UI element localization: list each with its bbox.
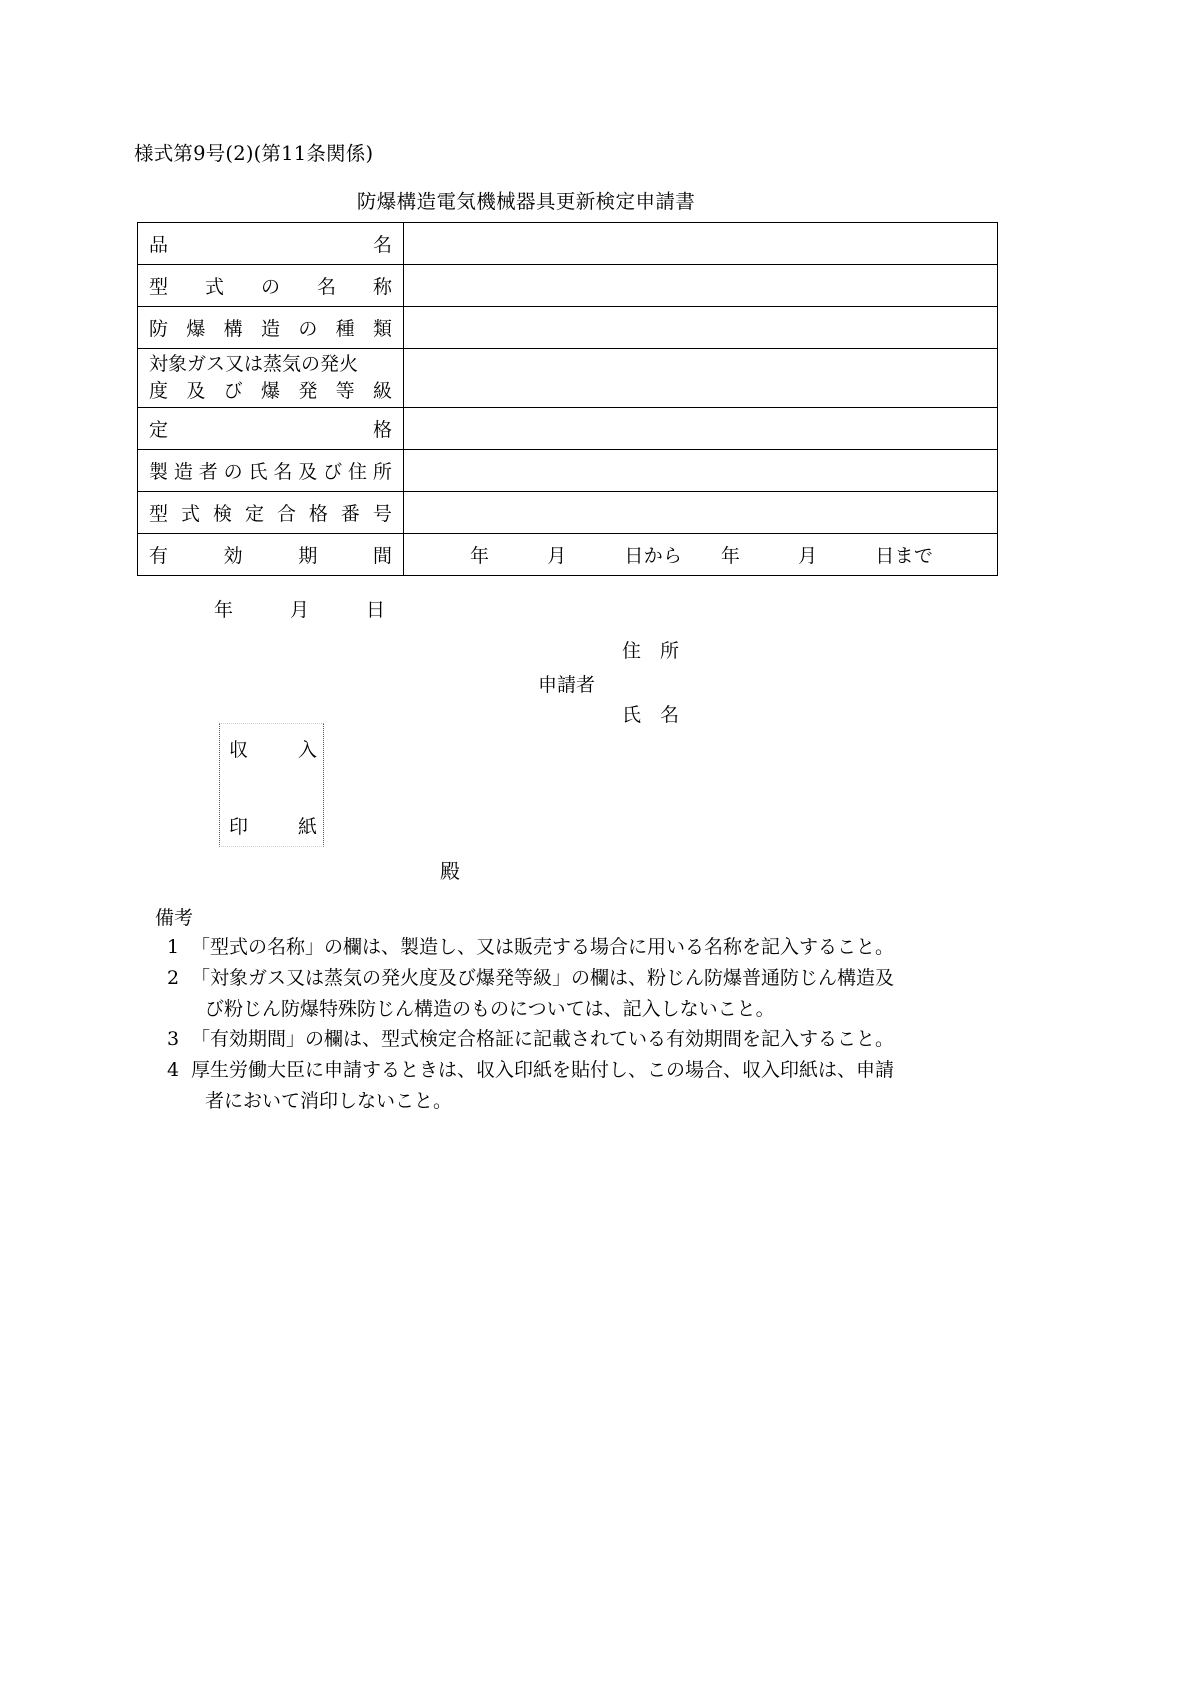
form-code: 様式第9号(2)(第11条関係) — [134, 142, 374, 165]
remark-number: 3 — [166, 1028, 180, 1051]
label-char: 類 — [372, 318, 392, 340]
row-value-rating[interactable] — [404, 408, 998, 450]
label-char: 名 — [316, 276, 336, 298]
label-char: の — [260, 276, 280, 298]
revenue-stamp-bottom-label — [229, 812, 317, 839]
label-char: 号 — [372, 503, 392, 525]
table-row — [138, 307, 998, 349]
label-char: 及 — [186, 380, 206, 402]
label-text-spread — [149, 457, 392, 484]
label-char: 番 — [340, 503, 360, 525]
addressee-honorific: 殿 — [440, 859, 460, 883]
row-label-rating — [138, 408, 404, 450]
remark-number: 2 — [166, 966, 180, 989]
label-text-spread — [149, 499, 392, 526]
label-char: 製 — [149, 461, 169, 483]
label-char: 造 — [260, 318, 280, 340]
label-char: 検 — [212, 503, 232, 525]
table-row — [138, 349, 998, 408]
row-label-valid-period — [138, 534, 404, 576]
label-char: 防 — [149, 318, 169, 340]
list-item — [155, 1024, 1155, 1055]
applicant-address-label: 住 所 — [622, 640, 680, 662]
label-text-spread — [149, 272, 392, 299]
row-label-gas-ignition-class — [138, 349, 404, 408]
label-char: 型 — [149, 503, 169, 525]
list-item — [155, 963, 1155, 1025]
label-char: 印 — [229, 816, 249, 838]
label-char: 期 — [298, 545, 318, 567]
row-value-model-name[interactable] — [404, 265, 998, 307]
label-char: の — [298, 318, 318, 340]
application-table — [137, 222, 998, 576]
label-char: 定 — [149, 419, 169, 441]
row-value-valid-period[interactable] — [404, 534, 998, 576]
remarks-list — [155, 932, 1155, 1117]
table-row — [138, 223, 998, 265]
label-char: 種 — [335, 318, 355, 340]
label-text-spread — [149, 541, 392, 568]
remark-text: 「型式の名称」の欄は、製造し、又は販売する場合に用いる名称を記入すること。 — [191, 936, 895, 958]
revenue-stamp-box — [219, 723, 324, 847]
table-row — [138, 408, 998, 450]
table-row — [138, 534, 998, 576]
label-char: 発 — [298, 380, 318, 402]
label-char: 格 — [308, 503, 328, 525]
row-value-explosion-proof-type[interactable] — [404, 307, 998, 349]
label-char: 造 — [173, 461, 193, 483]
label-char: 住 — [348, 461, 368, 483]
label-char: 間 — [372, 545, 392, 567]
label-char: 級 — [372, 380, 392, 402]
label-char: 爆 — [186, 318, 206, 340]
label-text-spread — [149, 415, 392, 442]
label-char: 名 — [372, 234, 392, 256]
table-row — [138, 492, 998, 534]
list-item — [155, 1055, 1155, 1117]
row-label-explosion-proof-type — [138, 307, 404, 349]
row-label-manufacturer — [138, 450, 404, 492]
label-char: 式 — [204, 276, 224, 298]
label-char: 名 — [273, 461, 293, 483]
label-char: 氏 — [248, 461, 268, 483]
label-char: 効 — [223, 545, 243, 567]
row-label-certificate-number — [138, 492, 404, 534]
remark-text: 厚生労働大臣に申請するときは、収入印紙を貼付し、この場合、収入印紙は、申請 — [191, 1059, 895, 1082]
table-row — [138, 450, 998, 492]
remark-text: 「対象ガス又は蒸気の発火度及び爆発等級」の欄は、粉じん防爆普通防じん構造及 — [191, 966, 895, 989]
valid-period-placeholder: 年 月 日から 年 月 日まで — [470, 545, 934, 567]
remark-text: 「有効期間」の欄は、型式検定合格証に記載されている有効期間を記入すること。 — [191, 1028, 895, 1051]
remark-text-continued: び粉じん防爆特殊防じん構造のものについては、記入しないこと。 — [205, 997, 775, 1020]
label-char: 定 — [244, 503, 264, 525]
label-text-spread — [149, 230, 392, 257]
label-char: 有 — [149, 545, 169, 567]
row-value-product-name[interactable] — [404, 223, 998, 265]
label-char: の — [223, 461, 243, 483]
applicant-name-label: 氏 名 — [622, 704, 680, 726]
row-label-product-name — [138, 223, 404, 265]
remark-text-continued: 者において消印しないこと。 — [205, 1089, 453, 1112]
label-char: 型 — [149, 276, 169, 298]
remarks-title: 備考 — [155, 907, 194, 929]
label-char: び — [323, 461, 343, 483]
table-row — [138, 265, 998, 307]
list-item — [155, 932, 1155, 963]
label-char: 格 — [372, 419, 392, 441]
label-char: 称 — [372, 276, 392, 298]
revenue-stamp-top-label — [229, 735, 317, 762]
label-char: 所 — [372, 461, 392, 483]
label-char: び — [223, 380, 243, 402]
label-char: 及 — [298, 461, 318, 483]
label-char: 入 — [297, 739, 317, 761]
row-value-manufacturer[interactable] — [404, 450, 998, 492]
remark-number: 4 — [166, 1059, 180, 1082]
submission-date-line[interactable]: 年 月 日 — [214, 599, 386, 621]
label-char: 等 — [335, 380, 355, 402]
label-line-1: 対象ガス又は蒸気の発火 — [149, 353, 359, 376]
applicant-label: 申請者 — [538, 674, 596, 696]
label-char: 合 — [276, 503, 296, 525]
remark-number: 1 — [166, 936, 180, 958]
row-value-certificate-number[interactable] — [404, 492, 998, 534]
label-char: 爆 — [260, 380, 280, 402]
label-text-spread — [149, 314, 392, 341]
document-title: 防爆構造電気機械器具更新検定申請書 — [356, 190, 696, 213]
row-label-model-name — [138, 265, 404, 307]
label-char: 紙 — [297, 816, 317, 838]
label-char: 構 — [223, 318, 243, 340]
label-char: 者 — [198, 461, 218, 483]
label-char: 度 — [149, 380, 169, 402]
label-char: 収 — [229, 739, 249, 761]
row-value-gas-ignition-class[interactable] — [404, 349, 998, 408]
label-line-2-spread — [149, 378, 392, 405]
label-char: 式 — [180, 503, 200, 525]
label-char: 品 — [149, 234, 169, 256]
